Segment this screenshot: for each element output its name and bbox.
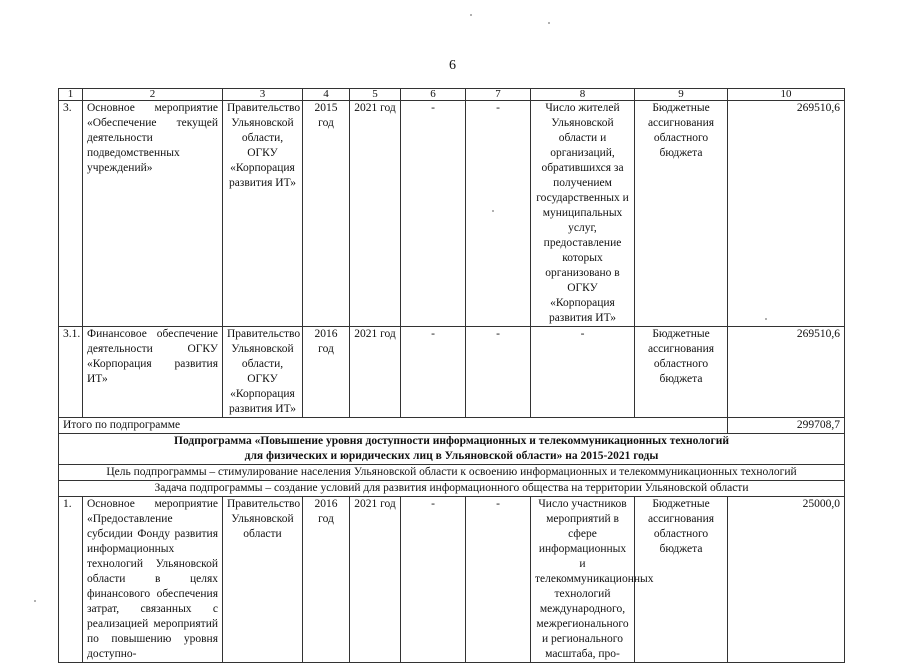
subprogram-title-line2: для физических и юридических лиц в Ульяновской области» на 2015-2021 годы	[244, 450, 659, 462]
scan-speck	[34, 600, 36, 602]
indicator: Число жителей Ульяновской области и организаций, обратившихся за получением государственных и муниципальных услуг, предоставление которых организовано в ОГКУ «Корпорация развития ИТ»	[531, 101, 635, 327]
subprogram-title-row	[59, 434, 845, 465]
start-year: 2015 год	[303, 101, 350, 327]
funding-source: Бюджетные ассигнования областного бюджета	[635, 327, 728, 418]
scan-speck	[492, 210, 494, 212]
column-number-row	[59, 89, 845, 101]
table-row	[59, 497, 845, 663]
col7-value: -	[466, 497, 531, 663]
start-year: 2016 год	[303, 497, 350, 663]
col-header: 10	[728, 89, 845, 101]
col-header: 8	[531, 89, 635, 101]
executor: Правительство Ульяновской области, ОГКУ «Корпорация развития ИТ»	[223, 327, 303, 418]
scan-speck	[470, 14, 472, 16]
end-year: 2021 год	[350, 101, 401, 327]
scan-speck	[765, 318, 767, 320]
activity-name: Основное мероприятие «Предоставление субсидии Фонду развития информационных технологий Ульяновской области в целях финансового обеспечения затрат, связанных с реализацией мероприятий по повышению уровня доступно-	[83, 497, 223, 663]
subprogram-title	[59, 434, 845, 465]
funding-source: Бюджетные ассигнования областного бюджета	[635, 101, 728, 327]
activity-name: Финансовое обеспечение деятельности ОГКУ «Корпорация развития ИТ»	[83, 327, 223, 418]
activity-name: Основное мероприятие «Обеспечение текущей деятельности подведомственных учреждений»	[83, 101, 223, 327]
scan-speck	[548, 22, 550, 24]
col-header: 2	[83, 89, 223, 101]
goal-row	[59, 465, 845, 481]
col-header: 7	[466, 89, 531, 101]
subprogram-goal: Цель подпрограммы – стимулирование населения Ульяновской области к освоению информационных и телекоммуникационных технологий	[59, 465, 845, 481]
executor: Правительство Ульяновской области, ОГКУ «Корпорация развития ИТ»	[223, 101, 303, 327]
subprogram-title-line1: Подпрограмма «Повышение уровня доступности информационных и телекоммуникационных технологий	[174, 435, 729, 447]
col6-value: -	[401, 101, 466, 327]
task-row	[59, 481, 845, 497]
indicator: -	[531, 327, 635, 418]
row-number: 1.	[59, 497, 83, 663]
col-header: 9	[635, 89, 728, 101]
col7-value: -	[466, 327, 531, 418]
table-row	[59, 327, 845, 418]
col-header: 3	[223, 89, 303, 101]
page-number: 6	[449, 58, 456, 73]
end-year: 2021 год	[350, 327, 401, 418]
col6-value: -	[401, 327, 466, 418]
funding-source: Бюджетные ассигнования областного бюджета	[635, 497, 728, 663]
amount: 269510,6	[728, 101, 845, 327]
start-year: 2016 год	[303, 327, 350, 418]
subprogram-task: Задача подпрограммы – создание условий для развития информационного общества на территории Ульяновской области	[59, 481, 845, 497]
amount: 25000,0	[728, 497, 845, 663]
col-header: 5	[350, 89, 401, 101]
program-table	[58, 88, 845, 663]
indicator: Число участников мероприятий в сфере информационных и телекоммуникационных технологий международного, межрегионального и регионального масштаба, про-	[531, 497, 635, 663]
col-header: 4	[303, 89, 350, 101]
table-row	[59, 101, 845, 327]
total-label: Итого по подпрограмме	[59, 418, 728, 434]
end-year: 2021 год	[350, 497, 401, 663]
executor: Правительство Ульяновской области	[223, 497, 303, 663]
row-number: 3.	[59, 101, 83, 327]
col6-value: -	[401, 497, 466, 663]
row-number: 3.1.	[59, 327, 83, 418]
total-amount: 299708,7	[728, 418, 845, 434]
col-header: 6	[401, 89, 466, 101]
total-row	[59, 418, 845, 434]
col-header: 1	[59, 89, 83, 101]
col7-value: -	[466, 101, 531, 327]
amount: 269510,6	[728, 327, 845, 418]
